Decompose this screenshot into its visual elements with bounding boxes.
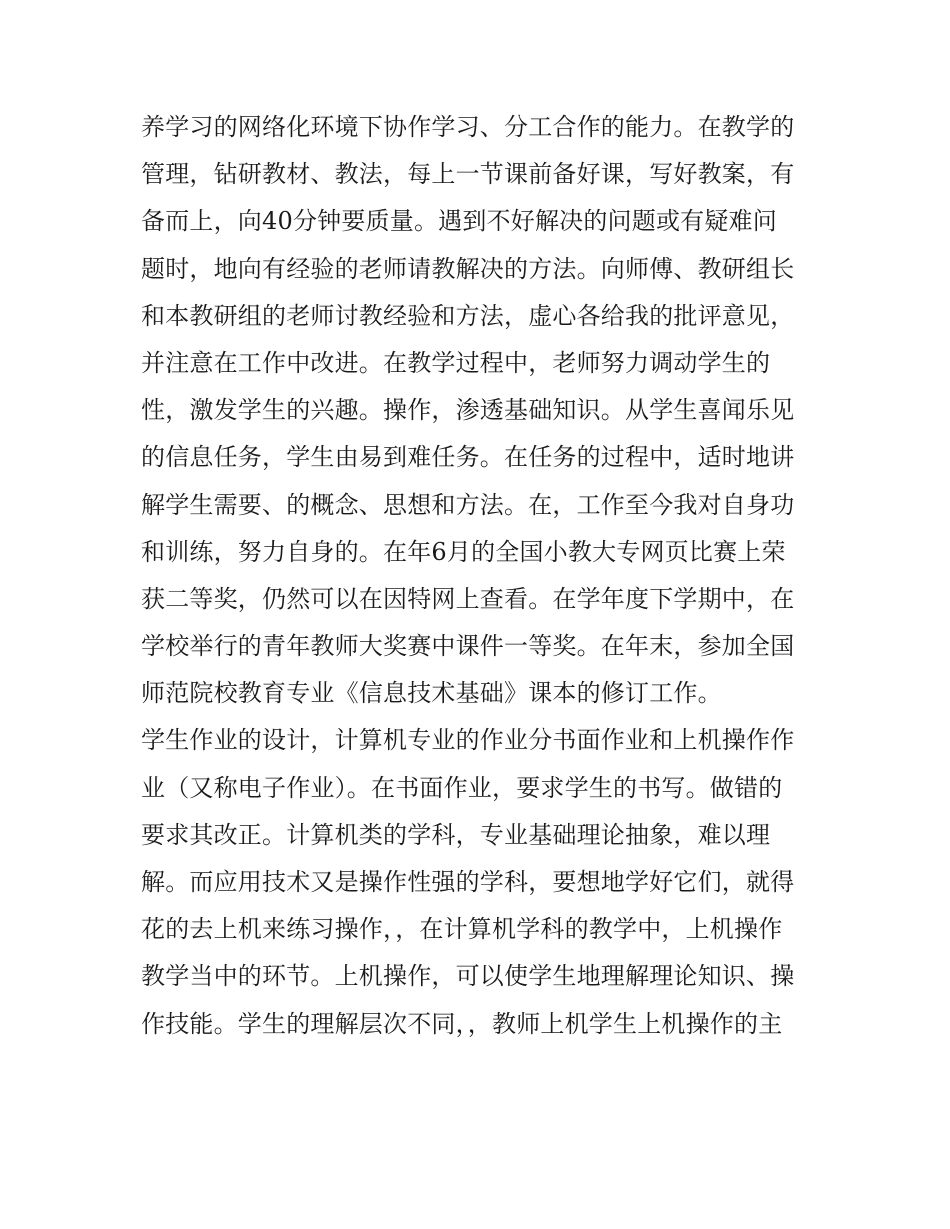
text-line: 师范院校教育专业《信息技术基础》课本的修订工作。 [141,679,722,708]
text-line: 教学当中的环节。上机操作，可以使学生地理解理论知识、操 [141,962,795,991]
text-line: 获二等奖，仍然可以在因特网上查看。在学年度下学期中，在 [141,584,795,613]
text-line: 作技能。学生的理解层次不同，，教师上机学生上机操作的主 [141,1009,783,1038]
text-line: 养学习的网络化环境下协作学习、分工合作的能力。在教学的 [141,113,795,141]
text-line: 题时，地向有经验的老师请教解决的方法。向师傅、教研组长 [141,254,795,283]
text-line: 业（又称电子作业）。在书面作业，要求学生的书写。做错的 [141,773,783,802]
text-line: 管理，钻研教材、教法，每上一节课前备好课，写好教案，有 [141,160,795,189]
text-line: 的信息任务，学生由易到难任务。在任务的过程中，适时地讲 [141,443,795,472]
body-text [141,104,821,1048]
text-line: 解学生需要、的概念、思想和方法。在，工作至今我对自身功 [141,490,795,519]
text-line: 备而上，向40分钟要质量。遇到不好解决的问题或有疑难问 [141,207,777,236]
text-line: 花的去上机来练习操作，，在计算机学科的教学中，上机操作 [141,915,783,944]
text-line: 性，激发学生的兴趣。操作，渗透基础知识。从学生喜闻乐见 [141,396,795,425]
text-line: 和训练，努力自身的。在年6月的全国小教大专网页比赛上荣 [141,537,786,566]
text-line: 解。而应用技术又是操作性强的学科，要想地学好它们，就得 [141,868,795,896]
text-line: 和本教研组的老师讨教经验和方法，虚心各给我的批评意见， [141,301,795,330]
text-line: 要求其改正。计算机类的学科，专业基础理论抽象，难以理 [141,820,771,849]
text-line: 学生作业的设计，计算机专业的作业分书面作业和上机操作作 [141,726,795,755]
text-line: 学校举行的青年教师大奖赛中课件一等奖。在年末，参加全国 [141,632,795,661]
text-line: 并注意在工作中改进。在教学过程中，老师努力调动学生的 [141,348,771,377]
